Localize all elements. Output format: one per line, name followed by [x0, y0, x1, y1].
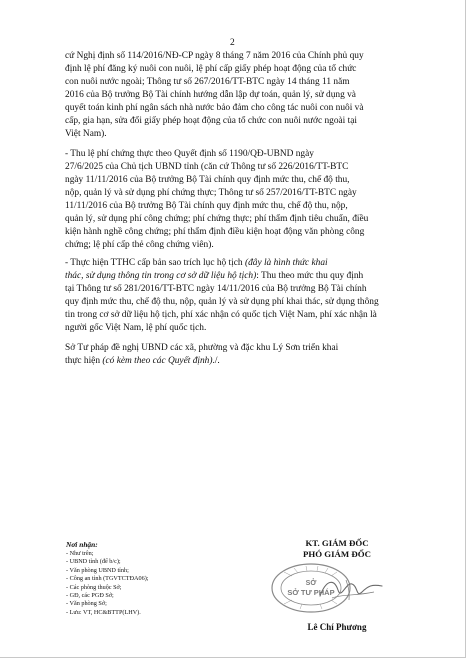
paragraph-certification-fees — [65, 148, 421, 252]
recipient-item: - Công an tỉnh (TGVTCTĐA06); — [66, 575, 149, 583]
text-line: Sở Tư pháp đề nghị UBND các xã, phường và đặc khu Lý Sơn triển khai — [65, 343, 339, 353]
recipient-item: - Lưu: VT, HC&BTTP(LHV). — [66, 608, 141, 616]
paragraph-civil-status-extract — [65, 257, 421, 335]
signer-name: Lê Chí Phương — [307, 622, 367, 632]
text-line — [65, 355, 421, 368]
text-segment: : Thu theo mức thu quy định — [256, 271, 364, 281]
text-segment: ./. — [212, 356, 220, 366]
text-line: tin trong cơ sở dữ liệu hộ tịch, phí xác nhận có quốc tịch Việt Nam, phí xác nhận là — [65, 310, 377, 320]
text-line: Việt Nam). — [65, 129, 107, 139]
paragraph-request — [65, 342, 421, 368]
text-line: tại Thông tư số 281/2016/TT-BTC ngày 14/11/2016 của Bộ trưởng Bộ Tài chính — [65, 284, 367, 294]
signature-position: PHÓ GIÁM ĐỐC — [303, 549, 371, 559]
text-segment: thực hiện — [65, 356, 103, 366]
recipient-item: - GĐ, các PGĐ Sở; — [66, 592, 114, 600]
text-line: ngày 11/11/2016 của Bộ trưởng Bộ Tài chính quy định mức thu, chế độ thu, — [65, 175, 350, 185]
text-line: con nuôi nước ngoài; Thông tư số 267/2016/TT-BTC ngày 14 tháng 11 năm — [65, 77, 350, 87]
text-segment: - Thực hiện TTHC cấp bản sao trích lục hộ tịch — [65, 258, 245, 268]
recipient-item: - UBND tỉnh (để b/c); — [66, 558, 121, 566]
text-line: định lệ phí đăng ký nuôi con nuôi, lệ phí cấp giấy phép hoạt động của tổ chức — [65, 64, 357, 74]
handwritten-signature — [316, 572, 386, 608]
signature-block — [252, 538, 422, 632]
recipient-item: - Văn phòng UBND tỉnh; — [66, 566, 129, 574]
recipients-block — [66, 540, 236, 617]
text-line — [65, 270, 421, 283]
text-line: quy định mức thu, chế độ thu, nộp, quản lý và sử dụng phí khai thác, sử dụng thông — [65, 297, 379, 307]
signature-title: KT. GIÁM ĐỐC — [305, 538, 369, 548]
page-number: 2 — [230, 38, 235, 48]
italic-note: (có kèm theo các Quyết định) — [102, 356, 213, 366]
text-line: - Thu lệ phí chứng thực theo Quyết định số 1190/QĐ-UBND ngày — [65, 149, 314, 159]
text-line: kiện hành nghề công chứng; phí thẩm định điều kiện hoạt động văn phòng công — [65, 227, 365, 237]
text-line — [65, 257, 421, 270]
text-line: 2016 của Bộ trưởng Bộ Tài chính hướng dẫn lập dự toán, quản lý, sử dụng và — [65, 90, 356, 100]
recipient-item: - Văn phòng Sở; — [66, 600, 107, 608]
text-line: cứ Nghị định số 114/2016/NĐ-CP ngày 8 tháng 7 năm 2016 của Chính phủ quy — [65, 51, 364, 61]
text-line: 11/11/2016 của Bộ trưởng Bộ Tài chính quy định mức thu, chế độ thu, nộp, — [65, 201, 348, 211]
stamp-label: SỞ TƯ PHÁP — [287, 588, 335, 597]
recipients-list — [66, 550, 236, 617]
recipient-item: - Các phòng thuộc Sở; — [66, 583, 122, 591]
italic-note: thác, sử dụng thông tin trong cơ sở dữ liệu hộ tịch) — [65, 271, 257, 281]
text-line: cấp, gia hạn, sửa đổi giấy phép hoạt động của tổ chức con nuôi nước ngoài tại — [65, 116, 357, 126]
text-line: quản lý, sử dụng phí công chứng; phí chứng thực; phí thẩm định tiêu chuẩn, điều — [65, 214, 369, 224]
text-line: quyết toán kinh phí ngân sách nhà nước bảo đảm cho công tác nuôi con nuôi và — [65, 103, 364, 113]
text-line: người gốc Việt Nam, lệ phí quốc tịch. — [65, 323, 207, 333]
text-line: nộp, quản lý và sử dụng phí chứng thực; Thông tư số 257/2016/TT-BTC ngày — [65, 188, 357, 198]
paragraph-fees-adoption — [65, 50, 421, 141]
recipient-item: - Như trên; — [66, 550, 94, 557]
stamp-label-top: SỞ — [305, 580, 317, 587]
text-line: 27/6/2025 của Chủ tịch UBND tỉnh (căn cứ Thông tư số 226/2016/TT-BTC — [65, 162, 349, 172]
recipients-heading: Nơi nhận: — [66, 540, 98, 549]
italic-note: (đây là hình thức khai — [244, 258, 328, 268]
text-line: chứng; lệ phí cấp thẻ công chứng viên). — [65, 240, 214, 250]
